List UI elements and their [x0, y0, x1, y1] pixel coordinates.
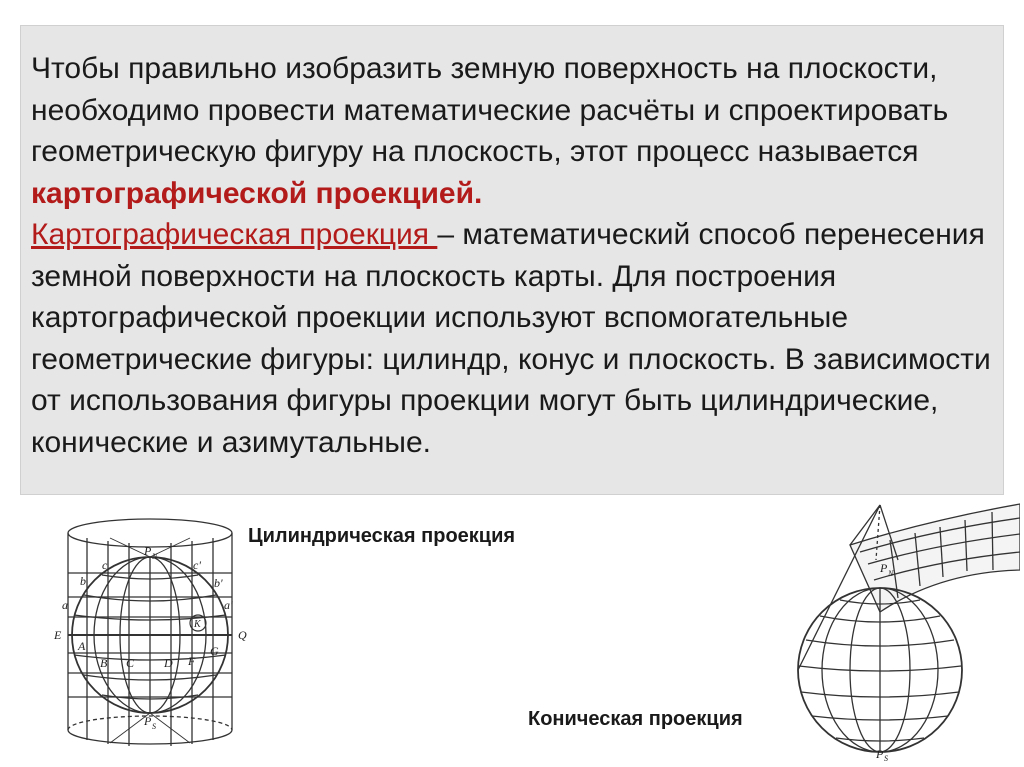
- definition-term-link[interactable]: Картографическая проекция: [31, 218, 438, 251]
- cyl-label-A: A: [78, 639, 86, 653]
- cyl-label-b: b: [80, 574, 86, 588]
- highlighted-term-period: .: [474, 176, 483, 210]
- cyl-label-c: c: [102, 558, 108, 572]
- con-label-pole-north: P: [880, 561, 888, 575]
- projection-paragraph: [31, 48, 993, 463]
- cyl-label-D: D: [164, 656, 173, 670]
- cylindrical-projection-caption: Цилиндрическая проекция: [248, 525, 516, 547]
- highlighted-term: картографической проекцией: [31, 176, 475, 210]
- conical-projection-caption: Коническая проекция: [528, 708, 743, 730]
- paragraph-intro: Чтобы правильно изобразить земную поверхность на плоскости, необходимо провести математические расчёты и спроектировать геометрическую фигуру на плоскость, этот процесс называется: [31, 52, 949, 168]
- cyl-label-pole-south-sub: S: [152, 722, 156, 731]
- cyl-label-c-prime: c': [193, 558, 201, 572]
- con-label-pole-north-sub: N: [888, 569, 894, 578]
- cyl-label-K: K: [194, 619, 201, 630]
- con-label-pole-south: P: [876, 747, 884, 761]
- con-label-pole-south-sub: S: [884, 754, 888, 762]
- cyl-label-Q: Q: [238, 628, 247, 642]
- cyl-label-pole-north: P: [144, 544, 152, 558]
- cyl-label-F: F: [188, 654, 196, 668]
- cyl-label-E: E: [54, 628, 62, 642]
- definition-text: – математический способ перенесения земной поверхности на плоскость карты. Для построения картографической проекции используют вспомогательные геометрические фигуры: цилиндр, конус и плоскость. В зависимости от использования фигуры проекции могут быть цилиндрические, конические и азимутальные.: [31, 218, 991, 459]
- cyl-label-pole-south: P: [144, 714, 152, 728]
- conical-projection-diagram: [780, 500, 1020, 762]
- cyl-label-G: G: [210, 644, 219, 658]
- cyl-label-a-prime: a': [224, 598, 233, 612]
- cyl-label-C: C: [126, 656, 135, 670]
- text-panel: [20, 25, 1004, 495]
- cylindrical-projection-diagram: [50, 505, 250, 760]
- cyl-label-B: B: [100, 656, 108, 670]
- cyl-label-pole-north-sub: N: [152, 552, 158, 561]
- cyl-label-b-prime: b': [214, 576, 223, 590]
- cyl-label-a: a: [62, 598, 68, 612]
